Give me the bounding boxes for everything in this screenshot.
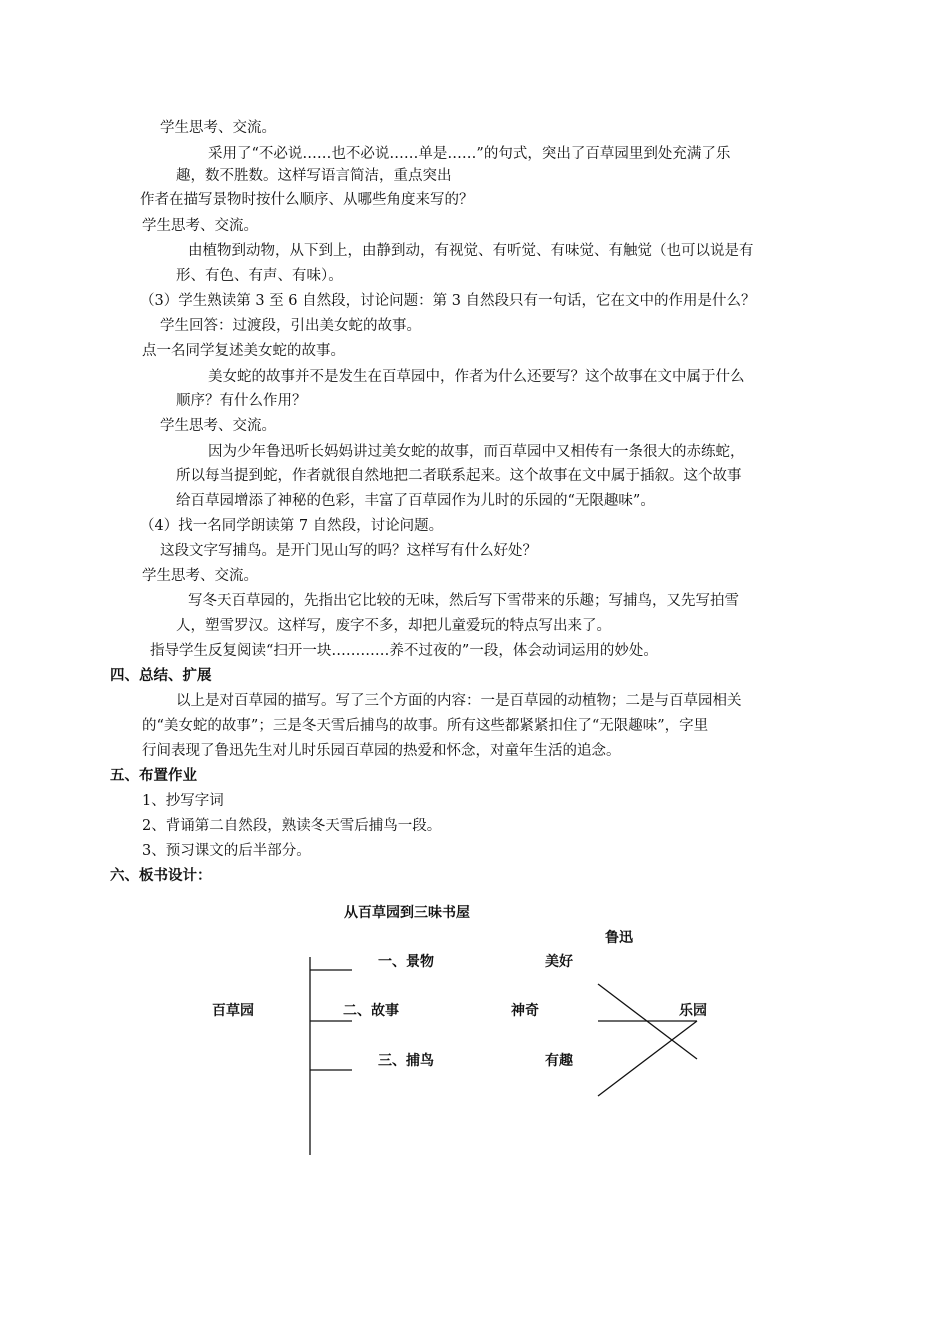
board-branch-label: 一、景物: [378, 954, 434, 970]
board-result: 乐园: [679, 1003, 707, 1019]
body-line: 趣，数不胜数。这样写语言简洁，重点突出: [176, 168, 452, 184]
body-line: 顺序？有什么作用？: [176, 393, 307, 409]
body-line: 形、有色、有声、有味）。: [176, 268, 343, 284]
body-line: 以上是对百草园的描写。写了三个方面的内容：一是百草园的动植物；二是与百草园相关: [176, 693, 742, 709]
body-line: 给百草园增添了神秘的色彩，丰富了百草园作为儿时的乐园的“无限趣味”。: [176, 493, 655, 509]
body-line: 采用了“不必说……也不必说……单是……”的句式，突出了百草园里到处充满了乐: [208, 146, 731, 162]
body-line: 所以每当提到蛇，作者就很自然地把二者联系起来。这个故事在文中属于插叙。这个故事: [176, 468, 742, 484]
body-line: 学生回答：过渡段，引出美女蛇的故事。: [160, 318, 421, 334]
body-line: （4）找一名同学朗读第 7 自然段，讨论问题。: [140, 518, 444, 534]
body-line: 的“美女蛇的故事”；三是冬天雪后捕鸟的故事。所有这些都紧紧扣住了“无限趣味”，字里: [142, 718, 709, 734]
section-heading: 六、板书设计：: [110, 867, 212, 884]
body-line: 行间表现了鲁迅先生对儿时乐园百草园的热爱和怀念，对童年生活的追念。: [142, 743, 621, 759]
body-line: 因为少年鲁迅听长妈妈讲过美女蛇的故事，而百草园中又相传有一条很大的赤练蛇，: [208, 444, 745, 460]
body-line: 由植物到动物，从下到上，由静到动，有视觉、有听觉、有味觉、有触觉（也可以说是有: [188, 243, 754, 259]
body-line: 3、预习课文的后半部分。: [142, 843, 311, 859]
board-quality-label: 神奇: [511, 1003, 539, 1019]
board-root: 百草园: [212, 1003, 254, 1019]
body-line: 这段文字写捕鸟。是开门见山写的吗？这样写有什么好处？: [160, 543, 537, 559]
body-line: 写冬天百草园的，先指出它比较的无味，然后写下雪带来的乐趣；写捕鸟，又先写拍雪: [188, 593, 739, 609]
section-heading: 四、总结、扩展: [110, 667, 212, 684]
body-line: 1、抄写字词: [142, 793, 224, 809]
body-line: （3）学生熟读第 3 至 6 自然段，讨论问题：第 3 自然段只有一句话，它在文中的作用是什么？: [140, 293, 756, 309]
board-quality-label: 有趣: [545, 1053, 573, 1069]
body-line: 点一名同学复述美女蛇的故事。: [142, 343, 345, 359]
body-line: 2、背诵第二自然段，熟读冬天雪后捕鸟一段。: [142, 818, 442, 834]
body-line: 学生思考、交流。: [160, 418, 276, 434]
board-connector-line: [598, 1021, 697, 1096]
board-branch-label: 三、捕鸟: [378, 1053, 434, 1069]
section-heading: 五、布置作业: [110, 767, 197, 784]
body-line: 学生思考、交流。: [142, 568, 258, 584]
board-author: 鲁迅: [605, 930, 633, 946]
body-line: 作者在描写景物时按什么顺序、从哪些角度来写的？: [140, 192, 474, 208]
body-line: 人，塑雪罗汉。这样写，废字不多，却把儿童爱玩的特点写出来了。: [176, 618, 611, 634]
board-branch-label: 二、故事: [343, 1003, 399, 1019]
body-line: 学生思考、交流。: [160, 120, 276, 136]
body-line: 指导学生反复阅读“扫开一块…………养不过夜的”一段，体会动词运用的妙处。: [150, 643, 658, 659]
body-line: 学生思考、交流。: [142, 218, 258, 234]
board-quality-label: 美好: [545, 954, 573, 970]
body-line: 美女蛇的故事并不是发生在百草园中，作者为什么还要写？这个故事在文中属于什么: [208, 369, 745, 385]
board-title: 从百草园到三味书屋: [344, 905, 470, 921]
